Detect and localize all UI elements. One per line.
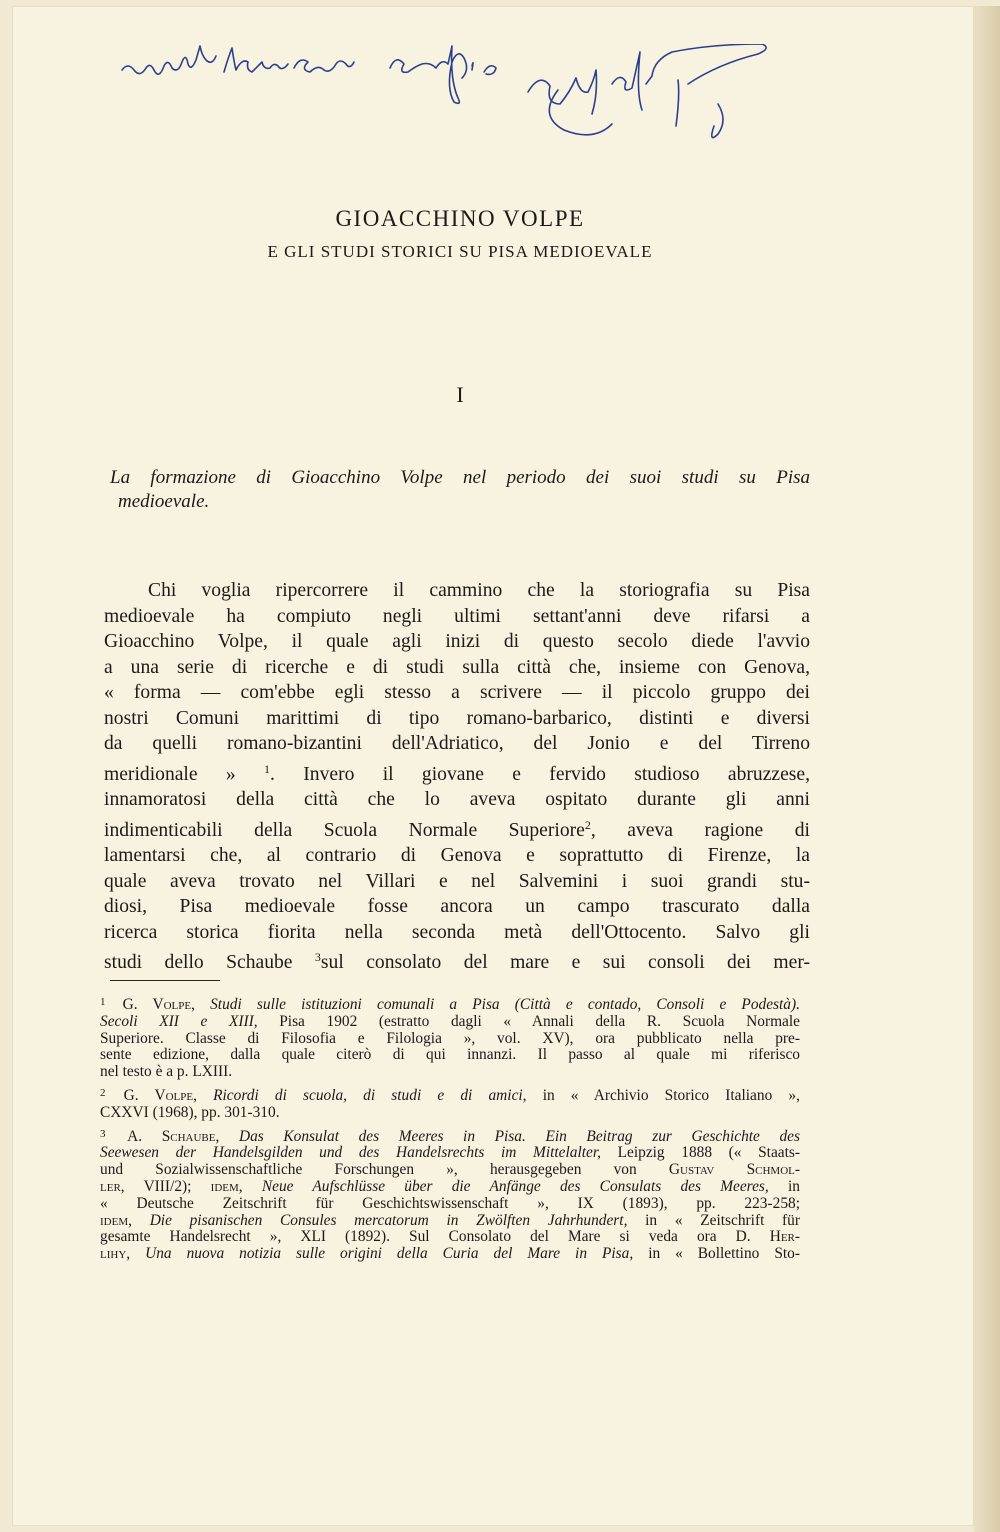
footnote-author: ler,: [100, 1177, 125, 1195]
text-line-with-note: [104, 813, 810, 844]
footnote-text: VIII/2);: [143, 1177, 192, 1195]
script-stroke-6: [528, 44, 766, 138]
text-line: nostri Comuni marittimi di tipo romano-barbarico, distinti e diversi: [104, 707, 810, 729]
text-fragment: , aveva ragione di: [590, 819, 810, 841]
text-line: da quelli romano-bizantini dell'Adriatico, del Jonio e del Tirreno: [104, 733, 810, 754]
footnote-mark[interactable]: 3: [314, 950, 321, 964]
footnote-text: Leipzig 1888 (« Staats-: [617, 1144, 800, 1162]
text-line: innamoratosi della città che lo aveva ospitato durante gli anni: [104, 789, 810, 810]
page-title: GIOACCHINO VOLPE: [335, 206, 585, 231]
footnote-line: sente edizione, dalla quale citerò di qui innanzi. Il passo al quale mi riferisco: [100, 1046, 800, 1064]
footnote-title: Studi sulle istituzioni comunali a Pisa (Città e contado, Consoli e Podestà).: [210, 996, 800, 1013]
footnote-line: [100, 1162, 800, 1179]
footnote-author: G. Volpe,: [123, 1086, 197, 1104]
footnote-divider: [110, 980, 220, 981]
footnote-line: [100, 1179, 800, 1196]
footnote-title: Neue Aufschlüsse über die Anfänge des Consulats des Meeres,: [261, 1177, 769, 1195]
footnote-mark[interactable]: 1: [264, 761, 271, 776]
text-line: Chi voglia ripercorrere il cammino che la storiografia su Pisa: [148, 580, 810, 601]
footnote-number: 2: [100, 1086, 106, 1099]
section-heading-line: La formazione di Gioacchino Volpe nel periodo dei suoi studi su Pisa: [110, 467, 810, 488]
handwritten-dedication-signature-icon: [118, 44, 818, 164]
script-stroke-5: [472, 63, 496, 75]
section-number: I: [456, 382, 464, 407]
footnote-line: [100, 1126, 800, 1146]
footnote-line: nel testo è a p. LXIII.: [100, 1063, 233, 1081]
footnote-text: in: [788, 1177, 800, 1195]
footnote-title: Das Konsulat des Meeres in Pisa. Ein Beitrag zur Geschichte des: [238, 1127, 800, 1145]
footnote-title: Die pisanischen Consules mercatorum in Zwölften Jahrhundert,: [149, 1211, 628, 1229]
footnote-author: Her-: [769, 1228, 800, 1246]
footnote-1: [100, 994, 800, 1081]
footnote-3: [100, 1126, 800, 1263]
footnote-text: gesamte Handelsrecht », XLI (1892). Sul Consolato del Mare si veda ora D.: [100, 1228, 751, 1246]
text-line-with-note: [104, 945, 810, 976]
page-edge: [974, 6, 1000, 1532]
text-fragment: . Invero il giovane e fervido studioso abruzzese,: [270, 763, 810, 785]
footnote-number: 1: [100, 996, 106, 1008]
footnote-title: Una nuova notizia sulle origini della Curia del Mare in Pisa,: [145, 1245, 634, 1263]
page-subtitle: E GLI STUDI STORICI SU PISA MEDIOEVALE: [267, 242, 653, 261]
text-fragment: indimenticabili della Scuola Normale Superiore: [104, 819, 585, 841]
text-line: « forma — com'ebbe egli stesso a scrivere — il piccolo gruppo dei: [104, 682, 810, 703]
text-line: a una serie di ricerche e di studi sulla città che, insieme con Genova,: [104, 656, 810, 678]
footnote-line: [100, 1014, 800, 1031]
text-line-with-note: [104, 757, 810, 788]
footnote-text: und Sozialwissenschaftliche Forschungen », herausgegeben von: [100, 1161, 637, 1179]
footnote-mark[interactable]: 2: [584, 817, 591, 832]
footnote-text: in « Archivio Storico Italiano »,: [542, 1086, 800, 1104]
handwritten-inscription: [118, 44, 818, 164]
footnote-text: in « Zeitschrift für: [645, 1211, 800, 1229]
footnote-line: [100, 1229, 800, 1246]
footnote-title: Secoli XII e XIII,: [100, 1012, 258, 1030]
footnote-line: [100, 1246, 800, 1263]
footnote-idem: idem,: [100, 1211, 132, 1229]
footnote-line: [100, 1145, 800, 1162]
text-fragment: meridionale »: [104, 763, 265, 785]
footnote-author: Gustav Schmol-: [668, 1161, 800, 1179]
script-stroke-3: [294, 60, 354, 72]
section-heading: [110, 466, 810, 514]
section-heading-line: medioevale.: [118, 491, 210, 512]
footnote-line: CXXVI (1968), pp. 301-310.: [100, 1103, 280, 1121]
footnote-author: lihy,: [100, 1245, 131, 1263]
script-stroke-4: [390, 46, 467, 103]
footnote-line: [100, 1085, 800, 1105]
text-line: ricerca storica fiorita nella seconda metà dell'Ottocento. Salvo gli: [104, 921, 810, 943]
footnote-title: Seewesen der Handelsgilden und des Handelsrechts im Mittelalter,: [100, 1144, 601, 1162]
text-line: quale aveva trovato nel Villari e nel Salvemini i suoi grandi stu-: [104, 870, 810, 892]
text-fragment: sul consolato del mare e sui consoli dei mer-: [320, 952, 811, 973]
footnote-idem: idem,: [210, 1177, 243, 1195]
footnote-2: [100, 1085, 800, 1122]
text-fragment: studi dello Schaube: [104, 952, 315, 973]
script-stroke-1: [122, 46, 216, 74]
text-line: diosi, Pisa medioevale fosse ancora un campo trascurato dalla: [104, 896, 810, 917]
text-line: lamentarsi che, al contrario di Genova e soprattutto di Firenze, la: [104, 845, 810, 866]
footnote-text: Pisa 1902 (estratto dagli « Annali della R. Scuola Normale: [279, 1012, 800, 1030]
footnote-author: A. Schaube,: [127, 1127, 220, 1145]
footnote-line: [100, 994, 800, 1014]
footnote-title: Ricordi di scuola, di studi e di amici,: [213, 1086, 527, 1104]
script-stroke-2: [224, 48, 288, 72]
body-paragraph: [104, 578, 810, 976]
text-line: medioevale ha compiuto negli ultimi settant'anni deve rifarsi a: [104, 605, 810, 627]
footnote-line: « Deutsche Zeitschrift für Geschichtswissenschaft », IX (1893), pp. 223-258;: [100, 1194, 800, 1212]
footnote-author: G. Volpe,: [122, 996, 195, 1013]
footnotes: [100, 994, 800, 1267]
footnote-line: [100, 1213, 800, 1230]
footnote-text: in « Bollettino Sto-: [648, 1245, 800, 1263]
text-line: Gioacchino Volpe, il quale agli inizi di questo secolo diede l'avvio: [104, 631, 810, 652]
footnote-number: 3: [100, 1127, 106, 1140]
footnote-line: Superiore. Classe di Filosofia e Filologia », vol. XV), ora pubblicato nella pre-: [100, 1029, 800, 1047]
